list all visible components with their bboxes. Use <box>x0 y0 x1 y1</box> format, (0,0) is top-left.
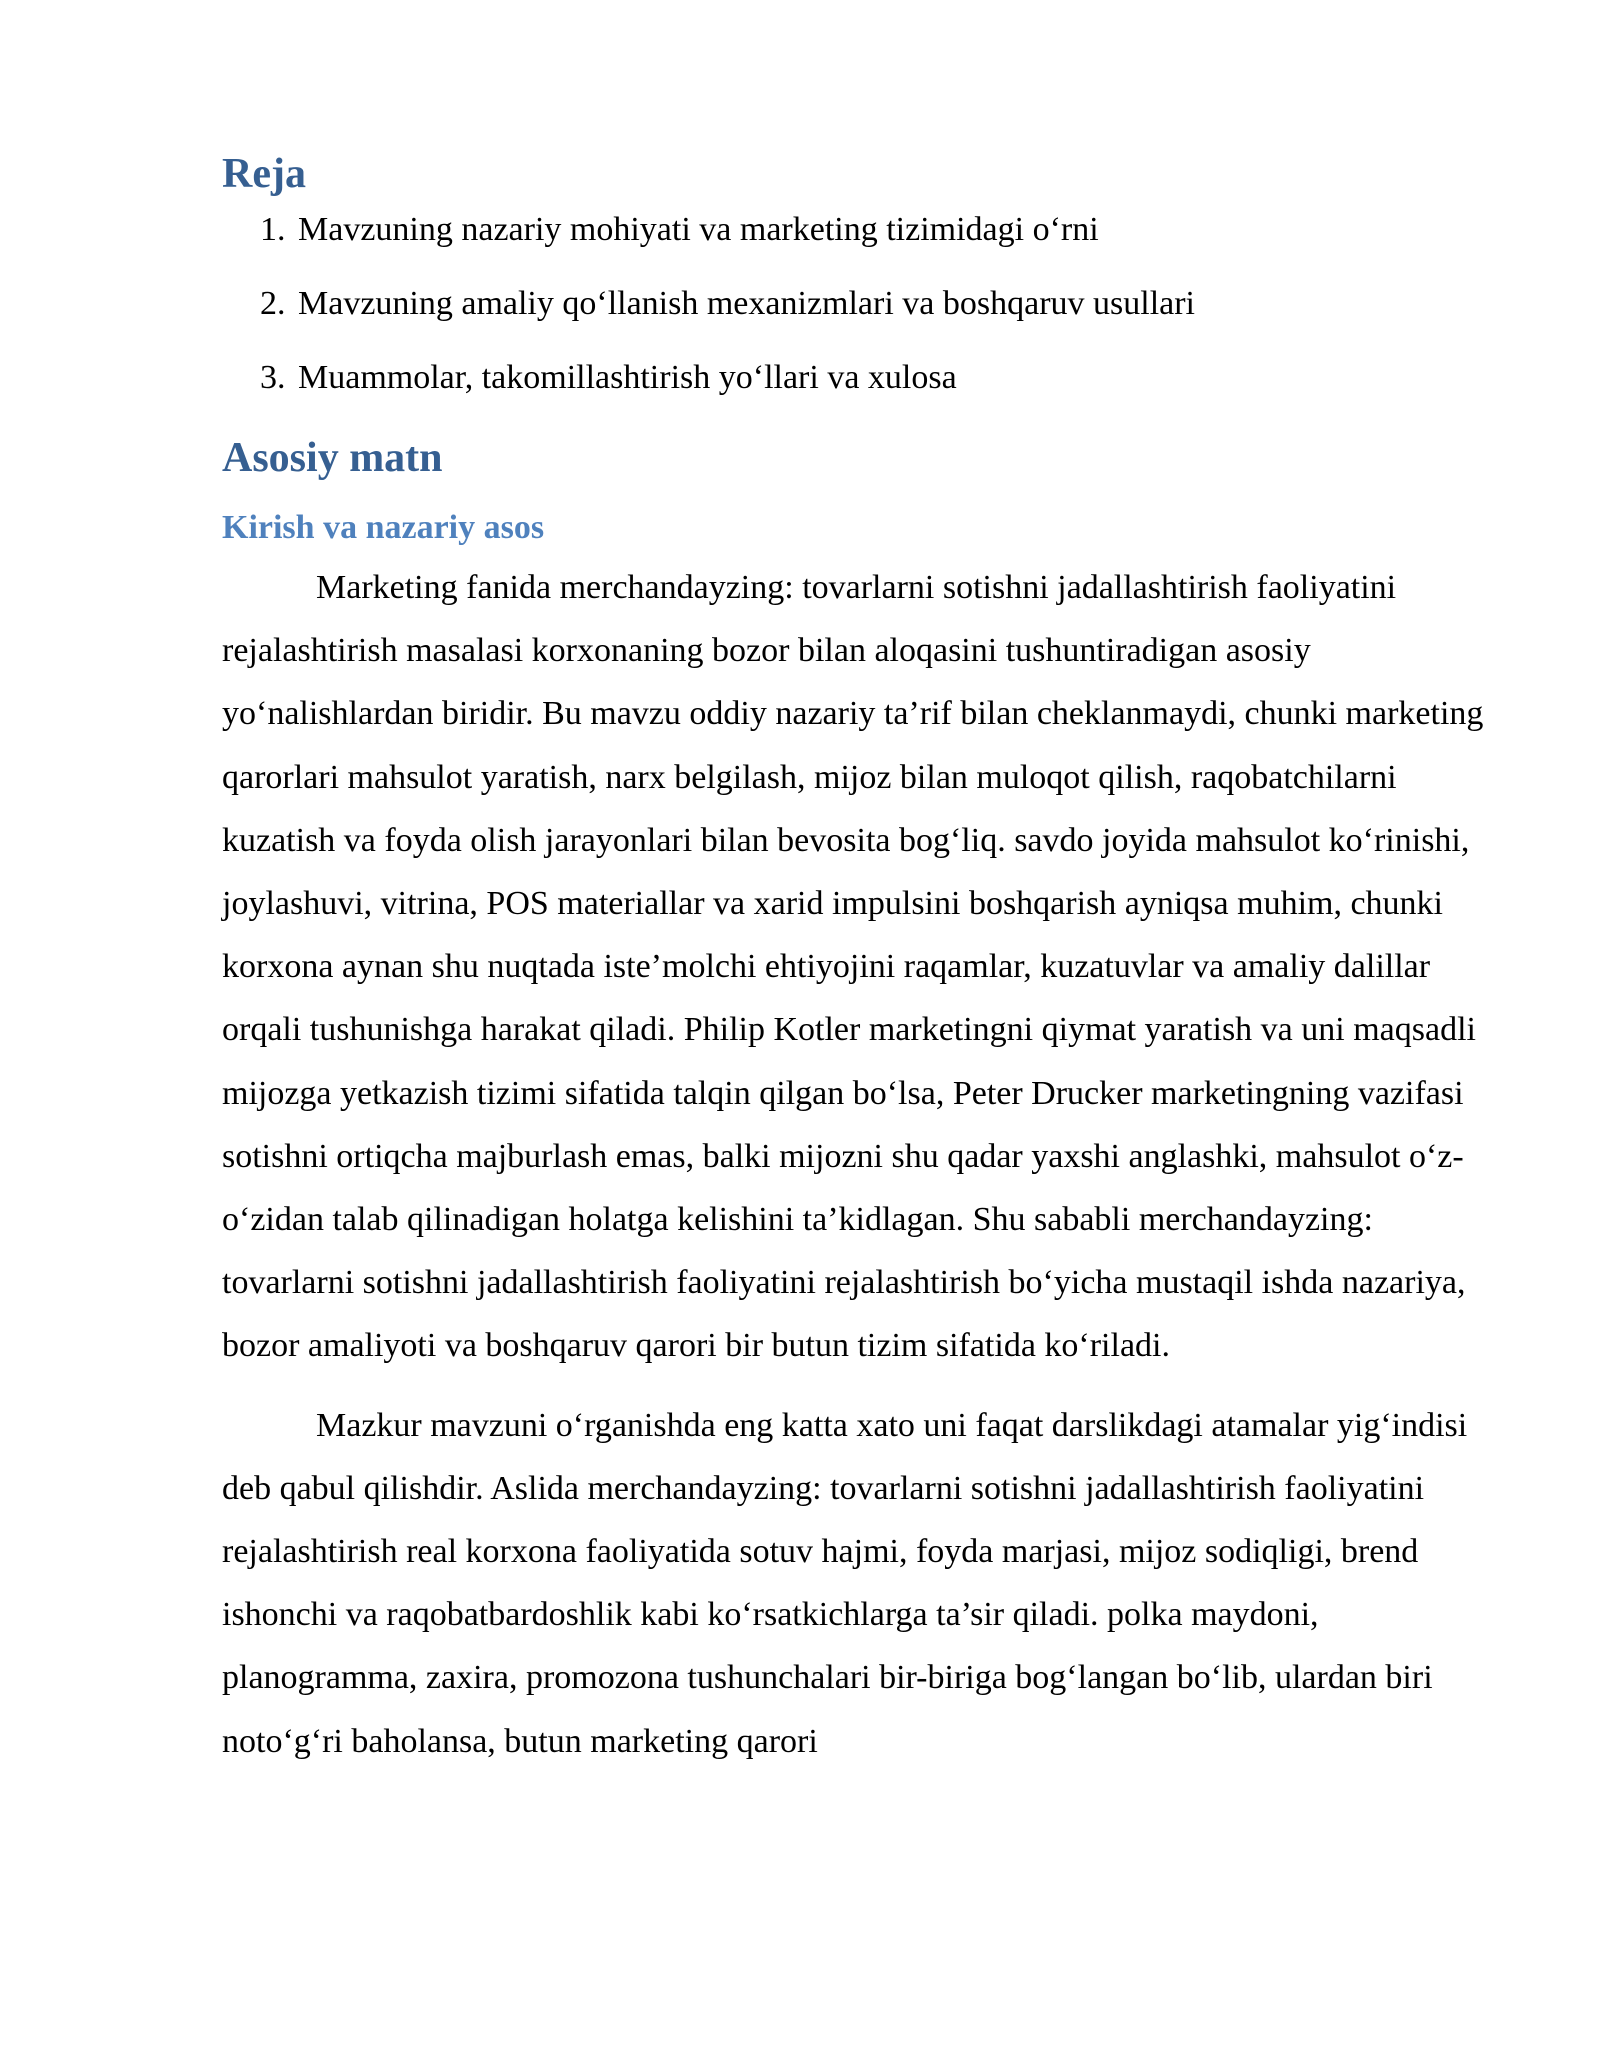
main-text-heading: Asosiy matn <box>222 435 443 481</box>
plan-item-number: 3. <box>260 359 286 396</box>
body-paragraph: Marketing fanida merchandayzing: tovarlarni sotishni jadallashtirish faoliyatini rejalashtirish masalasi korxonaning bozor bilan aloqasini tushuntiradigan asosiy yo‘nalishlardan biridir. Bu mavzu oddiy nazariy ta’rif bilan cheklanmaydi, chunki marketing qarorlari mahsulot yaratish, narx belgilash, mijoz bilan muloqot qilish, raqobatchilarni kuzatish va foyda olish jarayonlari bilan bevosita bog‘liq. savdo joyida mahsulot ko‘rinishi, joylashuvi, vitrina, POS materiallar va xarid impulsini boshqarish ayniqsa muhim, chunki korxona aynan shu nuqtada iste’molchi ehtiyojini raqamlar, kuzatuvlar va amaliy dalillar orqali tushunishga harakat qiladi. Philip Kotler marketingni qiymat yaratish va uni maqsadli mijozga yetkazish tizimi sifatida talqin qilgan bo‘lsa, Peter Drucker marketingning vazifasi sotishni ortiqcha majburlash emas, balki mijozni shu qadar yaxshi anglashki, mahsulot o‘z-o‘zidan talab qilinadigan holatga kelishini ta’kidlagan. Shu sababli merchandayzing: tovarlarni sotishni jadallashtirish faoliyatini rejalashtirish bo‘yicha mustaqil ishda nazariya, bozor amaliyoti va boshqaruv qarori bir butun tizim sifatida ko‘riladi. <box>222 569 1484 1365</box>
plan-list-item <box>260 282 1492 326</box>
section-heading: Kirish va nazariy asos <box>222 509 545 546</box>
plan-list <box>222 208 1492 400</box>
plan-heading: Reja <box>222 151 306 197</box>
plan-item-number: 2. <box>260 285 286 322</box>
plan-list-item <box>260 356 1492 400</box>
body-paragraph: Mazkur mavzuni o‘rganishda eng katta xato uni faqat darslikdagi atamalar yig‘indisi deb qabul qilishdir. Aslida merchandayzing: tovarlarni sotishni jadallashtirish faoliyatini rejalashtirish real korxona faoliyatida sotuv hajmi, foyda marjasi, mijoz sodiqligi, brend ishonchi va raqobatbardoshlik kabi ko‘rsatkichlarga ta’sir qiladi. polka maydoni, planogramma, zaxira, promozona tushunchalari bir-biriga bog‘langan bo‘lib, ulardan biri noto‘g‘ri baholansa, butun marketing qarori <box>222 1406 1468 1760</box>
plan-item-text: Mavzuning amaliy qo‘llanish mexanizmlari va boshqaruv usullari <box>298 285 1195 322</box>
plan-item-text: Mavzuning nazariy mohiyati va marketing tizimidagi o‘rni <box>298 211 1099 248</box>
plan-list-item <box>260 208 1492 252</box>
plan-item-number: 1. <box>260 211 286 248</box>
page-content <box>222 150 1492 1773</box>
plan-item-text: Muammolar, takomillashtirish yo‘llari va xulosa <box>298 359 957 396</box>
